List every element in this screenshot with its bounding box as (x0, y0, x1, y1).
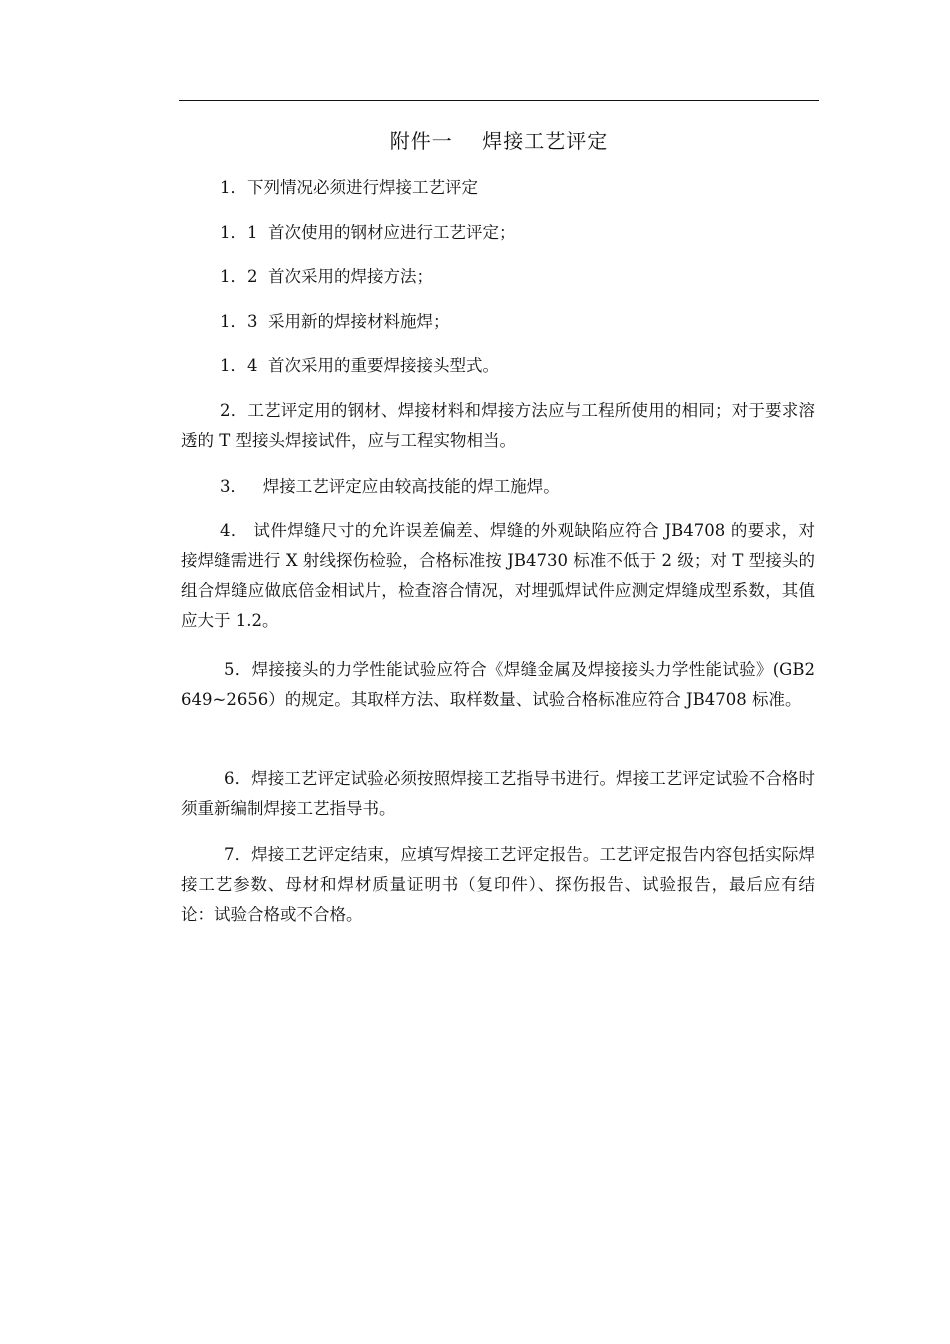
paragraph-2: 2．工艺评定用的钢材、焊接材料和焊接方法应与工程所使用的相同；对于要求溶透的 T 型接头焊接试件，应与工程实物相当。 (181, 401, 815, 450)
paragraph-6: 6．焊接工艺评定试验必须按照焊接工艺指导书进行。焊接工艺评定试验不合格时须重新编制焊接工艺指导书。 (181, 769, 815, 818)
paragraph-1-2: 1．2 首次采用的焊接方法； (220, 267, 433, 286)
paragraph-5: 5．焊接接头的力学性能试验应符合《焊缝金属及焊接接头力学性能试验》(GB2649~2656）的规定。其取样方法、取样数量、试验合格标准应符合 JB4708 标准。 (181, 660, 815, 709)
paragraph-4: 4． 试件焊缝尺寸的允许误差偏差、焊缝的外观缺陷应符合 JB4708 的要求，对接焊缝需进行 X 射线探伤检验，合格标准按 JB4730 标准不低于 2 级；对 T 型接头的组合焊缝应做底倍金相试片，检查溶合情况，对埋弧焊试件应测定焊缝成型系数，其值应大于 1.2。 (181, 521, 815, 630)
paragraph-3: 3． 焊接工艺评定应由较高技能的焊工施焊。 (220, 477, 560, 496)
header-rule (179, 100, 819, 101)
paragraph-1-3: 1．3 采用新的焊接材料施焊； (220, 312, 450, 331)
paragraph-1-1: 1．1 首次使用的钢材应进行工艺评定； (220, 223, 516, 242)
paragraph-1-4: 1．4 首次采用的重要焊接接头型式。 (220, 356, 499, 375)
paragraph-7: 7．焊接工艺评定结束，应填写焊接工艺评定报告。工艺评定报告内容包括实际焊接工艺参数、母材和焊材质量证明书（复印件）、探伤报告、试验报告，最后应有结论：试验合格或不合格。 (181, 845, 815, 924)
paragraph-1: 1．下列情况必须进行焊接工艺评定 (220, 178, 478, 197)
document-title: 附件一 焊接工艺评定 (389, 129, 609, 153)
